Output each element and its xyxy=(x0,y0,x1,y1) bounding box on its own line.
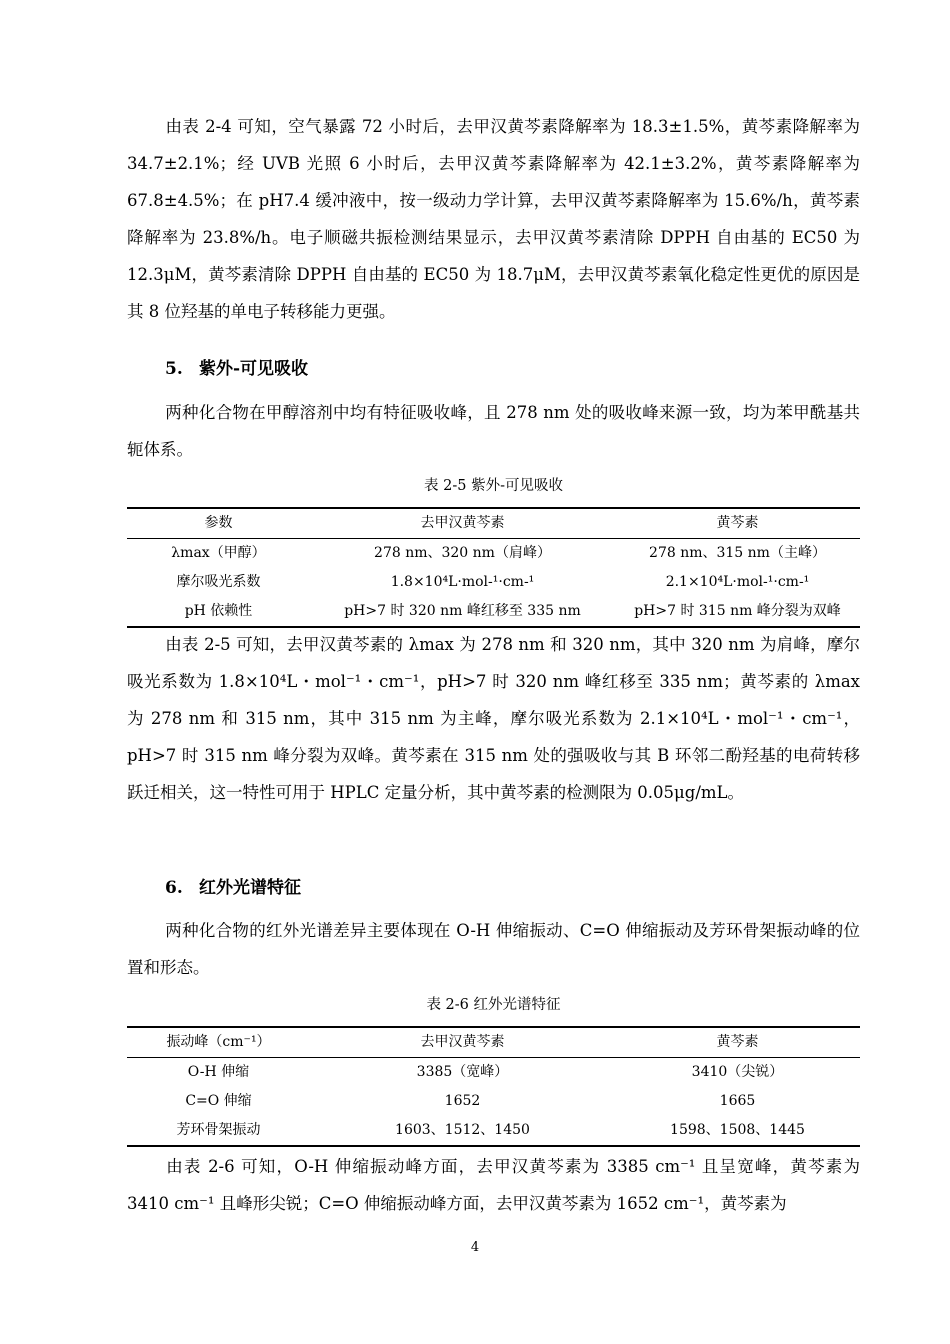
paragraph-degradation xyxy=(127,108,860,330)
heading-number: 5. xyxy=(165,359,183,379)
table-header-row xyxy=(127,1027,860,1058)
table-2-6 xyxy=(127,1026,860,1147)
table-cell: 芳环骨架振动 xyxy=(127,1116,310,1146)
paragraph-uv-intro xyxy=(127,394,860,468)
paragraph-text: 由表 2-4 可知，空气暴露 72 小时后，去甲汉黄芩素降解率为 18.3±1.5%，黄芩素降解率为 34.7±2.1%；经 UVB 光照 6 小时后，去甲汉黄芩素降解率为 42.1±3.2%，黄芩素降解率为 67.8±4.5%；在 pH7.4 缓冲液中，按一级动力学计算，去甲汉黄芩素降解率为 15.6%/h，黄芩素降解率为 23.8%/h。电子顺磁共振检测结果显示，去甲汉黄芩素清除 DPPH 自由基的 EC50 为 12.3μM，黄芩素清除 DPPH 自由基的 EC50 为 18.7μM，去甲汉黄芩素氧化稳定性更优的原因是其 8 位羟基的单电子转移能力更强。 xyxy=(127,117,860,321)
table-row xyxy=(127,597,860,627)
page-number: 4 xyxy=(470,1240,480,1255)
table-cell: 1665 xyxy=(719,1093,756,1109)
paragraph-text: 由表 2-5 可知，去甲汉黄芩素的 λmax 为 278 nm 和 320 nm，其中 320 nm 为肩峰，摩尔吸光系数为 1.8×10⁴L・mol⁻¹・cm⁻¹，pH>7 时 320 nm 峰红移至 335 nm；黄芩素的 λmax 为 278 nm 和 315 nm，其中 315 nm 为主峰，摩尔吸光系数为 2.1×10⁴L・mol⁻¹・cm⁻¹，pH>7 时 315 nm 峰分裂为双峰。黄芩素在 315 nm 处的强吸收与其 B 环邻二酚羟基的电荷转移跃迁相关，这一特性可用于 HPLC 定量分析，其中黄芩素的检测限为 0.05μg/mL。 xyxy=(127,635,860,802)
table-cell: C=O 伸缩 xyxy=(185,1093,252,1109)
table-2-6-caption: 表 2-6 红外光谱特征 xyxy=(426,997,561,1013)
table-cell: λmax（甲醇） xyxy=(171,545,266,561)
heading-text: 紫外-可见吸收 xyxy=(199,359,309,379)
paragraph-text: 两种化合物在甲醇溶剂中均有特征吸收峰，且 278 nm 处的吸收峰来源一致，均为苯甲酰基共轭体系。 xyxy=(127,403,860,459)
table-header-cell: 振动峰（cm⁻¹） xyxy=(127,1027,310,1058)
table-cell: 1603、1512、1450 xyxy=(310,1116,615,1146)
table-row xyxy=(127,1058,860,1088)
paragraph-text: 两种化合物的红外光谱差异主要体现在 O-H 伸缩振动、C=O 伸缩振动及芳环骨架振动峰的位置和形态。 xyxy=(127,921,860,977)
table-header-cell: 黄芩素 xyxy=(615,1027,860,1058)
table-cell: 摩尔吸光系数 xyxy=(176,574,261,590)
table-cell: pH>7 时 320 nm 峰红移至 335 nm xyxy=(310,597,615,627)
table-cell: 1.8×10⁴L·mol-¹·cm-¹ xyxy=(390,574,535,590)
table-header-cell: 去甲汉黄芩素 xyxy=(310,508,615,539)
table-2-5-caption: 表 2-5 紫外-可见吸收 xyxy=(424,478,563,494)
table-cell: 1598、1508、1445 xyxy=(615,1116,860,1146)
table-header-row xyxy=(127,508,860,539)
table-cell: 3410（尖锐） xyxy=(691,1064,784,1080)
table-cell: 1652 xyxy=(444,1093,481,1109)
paragraph-text: 由表 2-6 可知，O-H 伸缩振动峰方面，去甲汉黄芩素为 3385 cm⁻¹ 且呈宽峰，黄芩素为 3410 cm⁻¹ 且峰形尖锐；C=O 伸缩振动峰方面，去甲汉黄芩素为 1652 cm⁻¹，黄芩素为 xyxy=(127,1157,860,1213)
section-heading-ir xyxy=(165,876,301,900)
table-cell: pH 依赖性 xyxy=(127,597,310,627)
table-row xyxy=(127,568,860,597)
heading-number: 6. xyxy=(165,878,183,898)
table-cell: O-H 伸缩 xyxy=(187,1064,250,1080)
table-cell: 278 nm、320 nm（肩峰） xyxy=(374,545,551,561)
table-cell: pH>7 时 315 nm 峰分裂为双峰 xyxy=(615,597,860,627)
paragraph-uv-analysis xyxy=(127,626,860,811)
paragraph-ir-analysis xyxy=(127,1148,860,1222)
table-row xyxy=(127,1087,860,1116)
table-header-cell: 去甲汉黄芩素 xyxy=(310,1027,615,1058)
table-2-5 xyxy=(127,507,860,628)
table-header-cell: 参数 xyxy=(127,508,310,539)
table-cell: 2.1×10⁴L·mol-¹·cm-¹ xyxy=(665,574,810,590)
table-cell: 3385（宽峰） xyxy=(416,1064,509,1080)
heading-text: 红外光谱特征 xyxy=(199,878,301,898)
table-row xyxy=(127,1116,860,1146)
table-header-cell: 黄芩素 xyxy=(615,508,860,539)
section-heading-uv-vis xyxy=(165,357,308,381)
paragraph-ir-intro xyxy=(127,912,860,986)
table-cell: 278 nm、315 nm（主峰） xyxy=(649,545,826,561)
table-row xyxy=(127,539,860,569)
